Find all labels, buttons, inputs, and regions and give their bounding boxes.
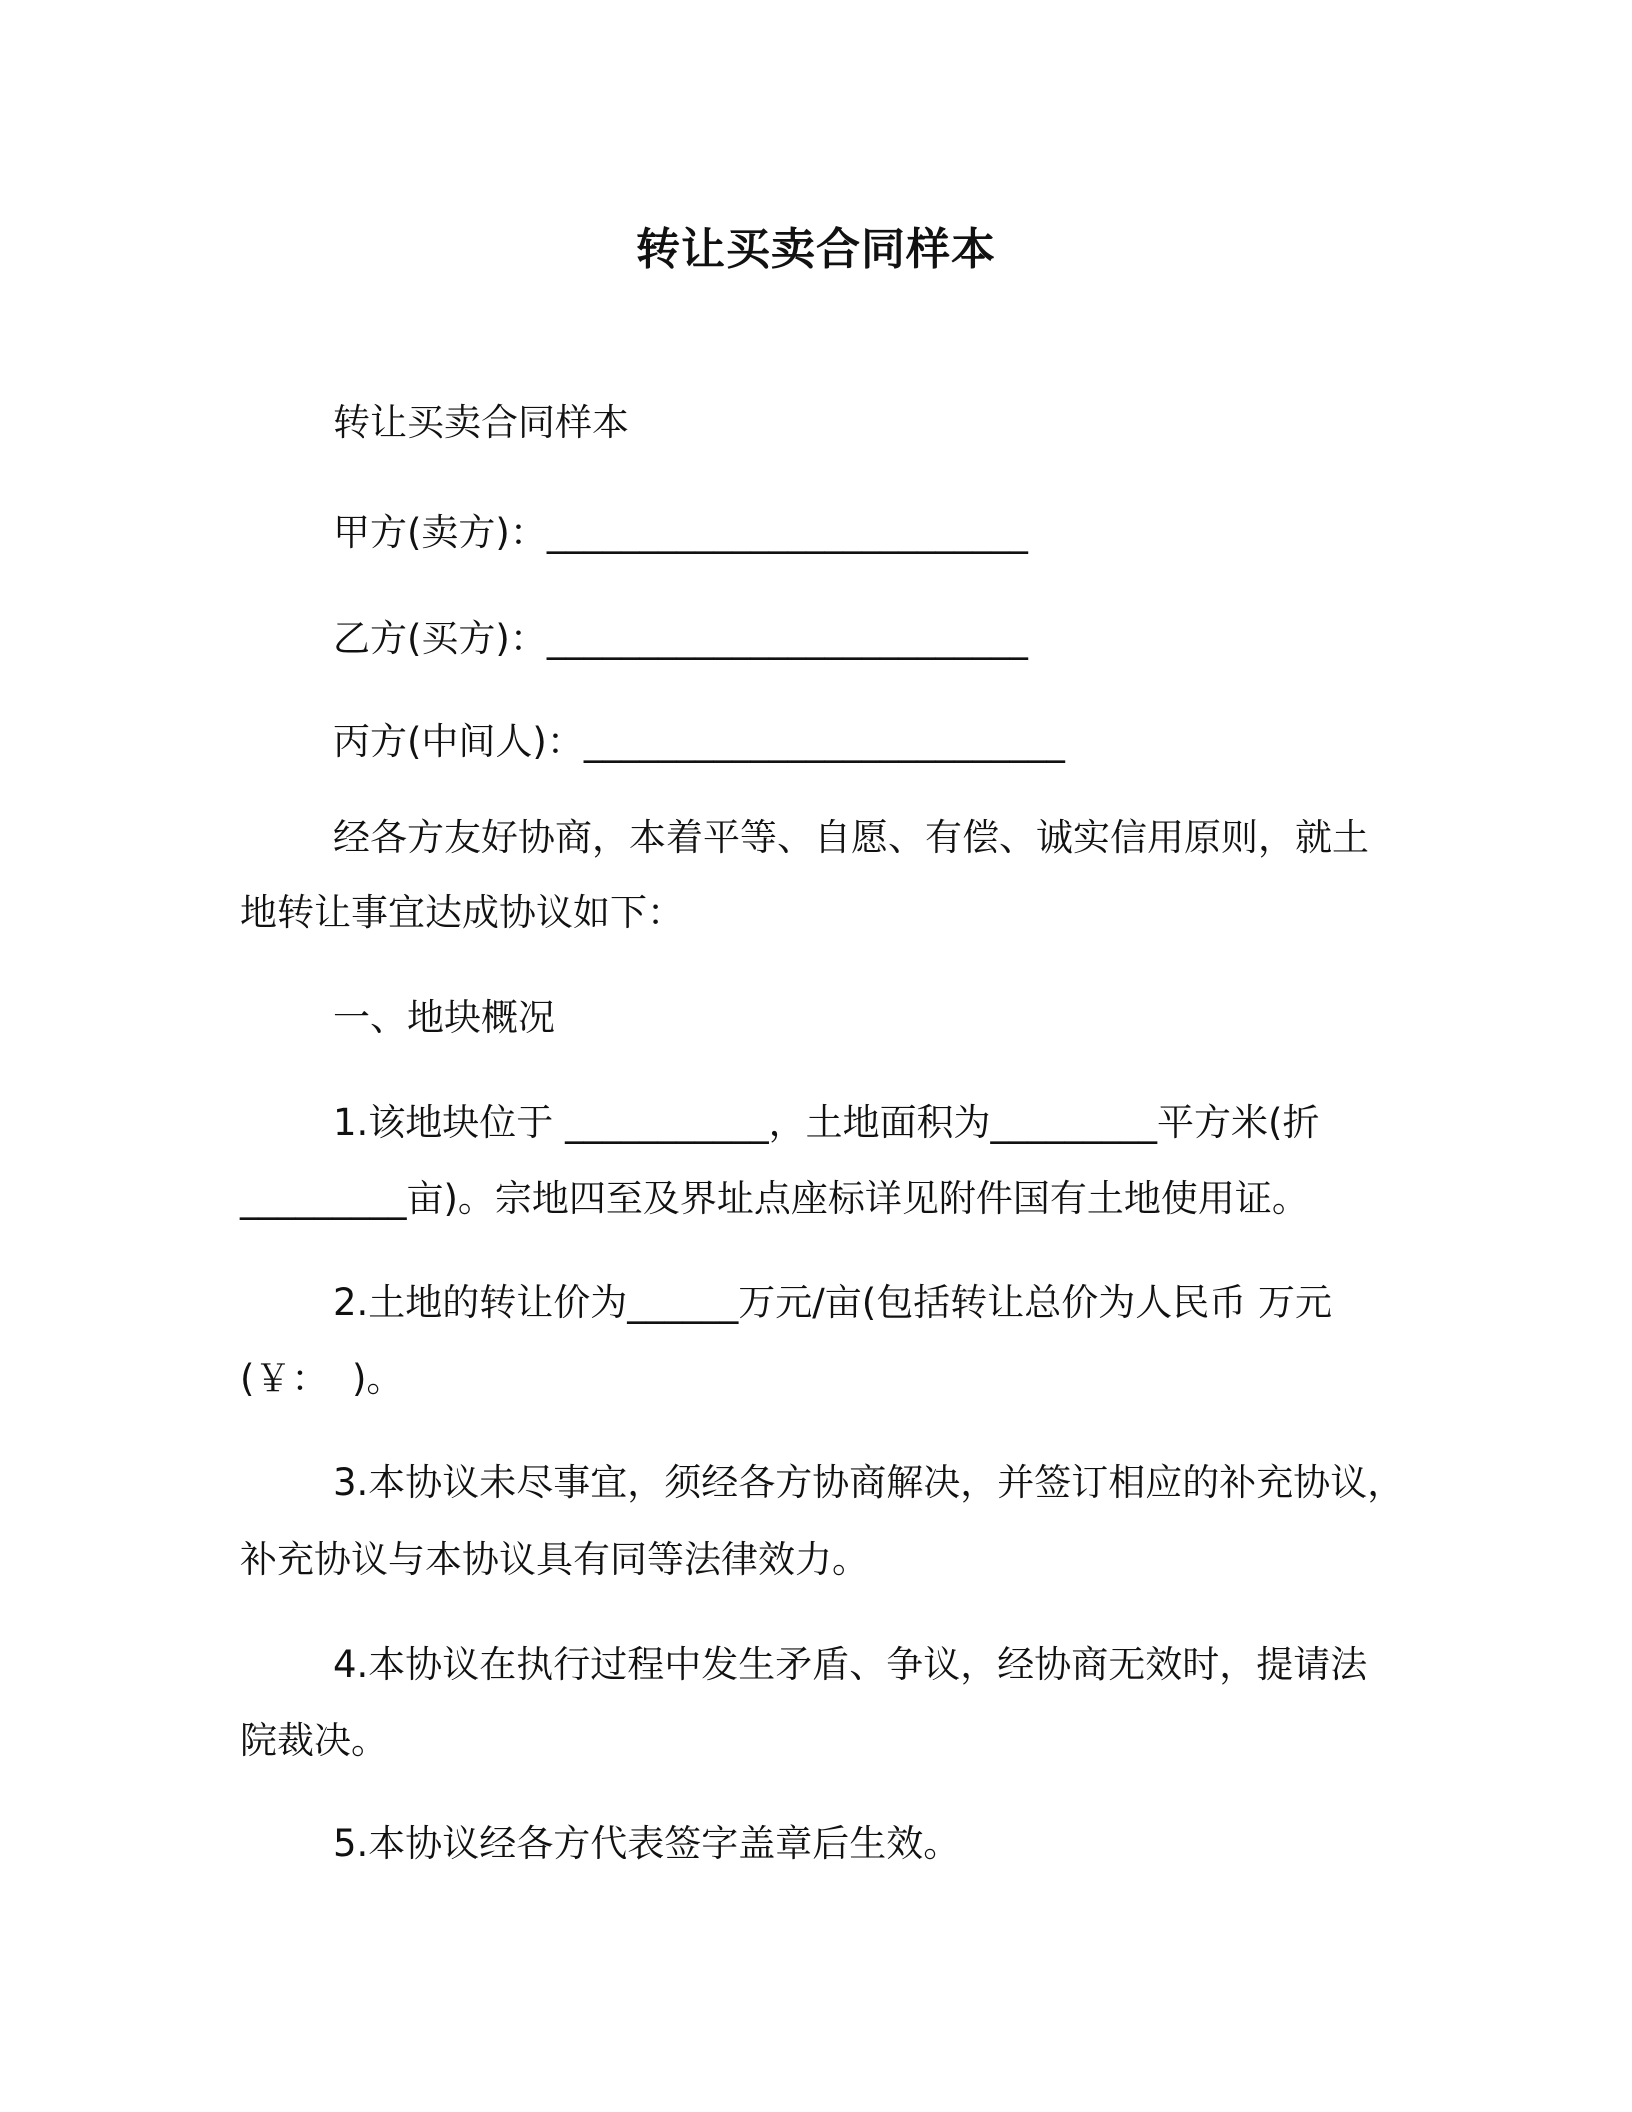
item5-line-1: 5.本协议经各方代表签字盖章后生效。 — [333, 1822, 961, 1865]
document-subtitle: 转让买卖合同样本 — [333, 401, 629, 444]
item4-line-2: 院裁决。 — [240, 1719, 388, 1762]
party-b-line: 乙方(买方)：__________________________ — [333, 617, 1028, 660]
item2-line-2: (￥： )。 — [240, 1357, 404, 1400]
document-title: 转让买卖合同样本 — [636, 224, 996, 275]
item1-line-1: 1.该地块位于 ___________，土地面积为_________平方米(折 — [333, 1101, 1320, 1144]
preamble-line-1: 经各方友好协商，本着平等、自愿、有偿、诚实信用原则，就土 — [333, 816, 1369, 859]
party-c-line: 丙方(中间人)：__________________________ — [333, 720, 1065, 763]
preamble-line-2: 地转让事宜达成协议如下： — [240, 891, 684, 934]
item3-line-1: 3.本协议未尽事宜，须经各方协商解决，并签订相应的补充协议， — [333, 1461, 1405, 1504]
party-a-line: 甲方(卖方)：__________________________ — [333, 511, 1028, 554]
item4-line-1: 4.本协议在执行过程中发生矛盾、争议，经协商无效时，提请法 — [333, 1643, 1368, 1686]
item1-line-2: _________亩)。宗地四至及界址点座标详见附件国有土地使用证。 — [240, 1177, 1309, 1220]
item2-line-1: 2.土地的转让价为______万元/亩(包括转让总价为人民币 万元 — [333, 1281, 1332, 1324]
section1-heading: 一、地块概况 — [333, 996, 555, 1039]
item3-line-2: 补充协议与本协议具有同等法律效力。 — [240, 1538, 869, 1581]
